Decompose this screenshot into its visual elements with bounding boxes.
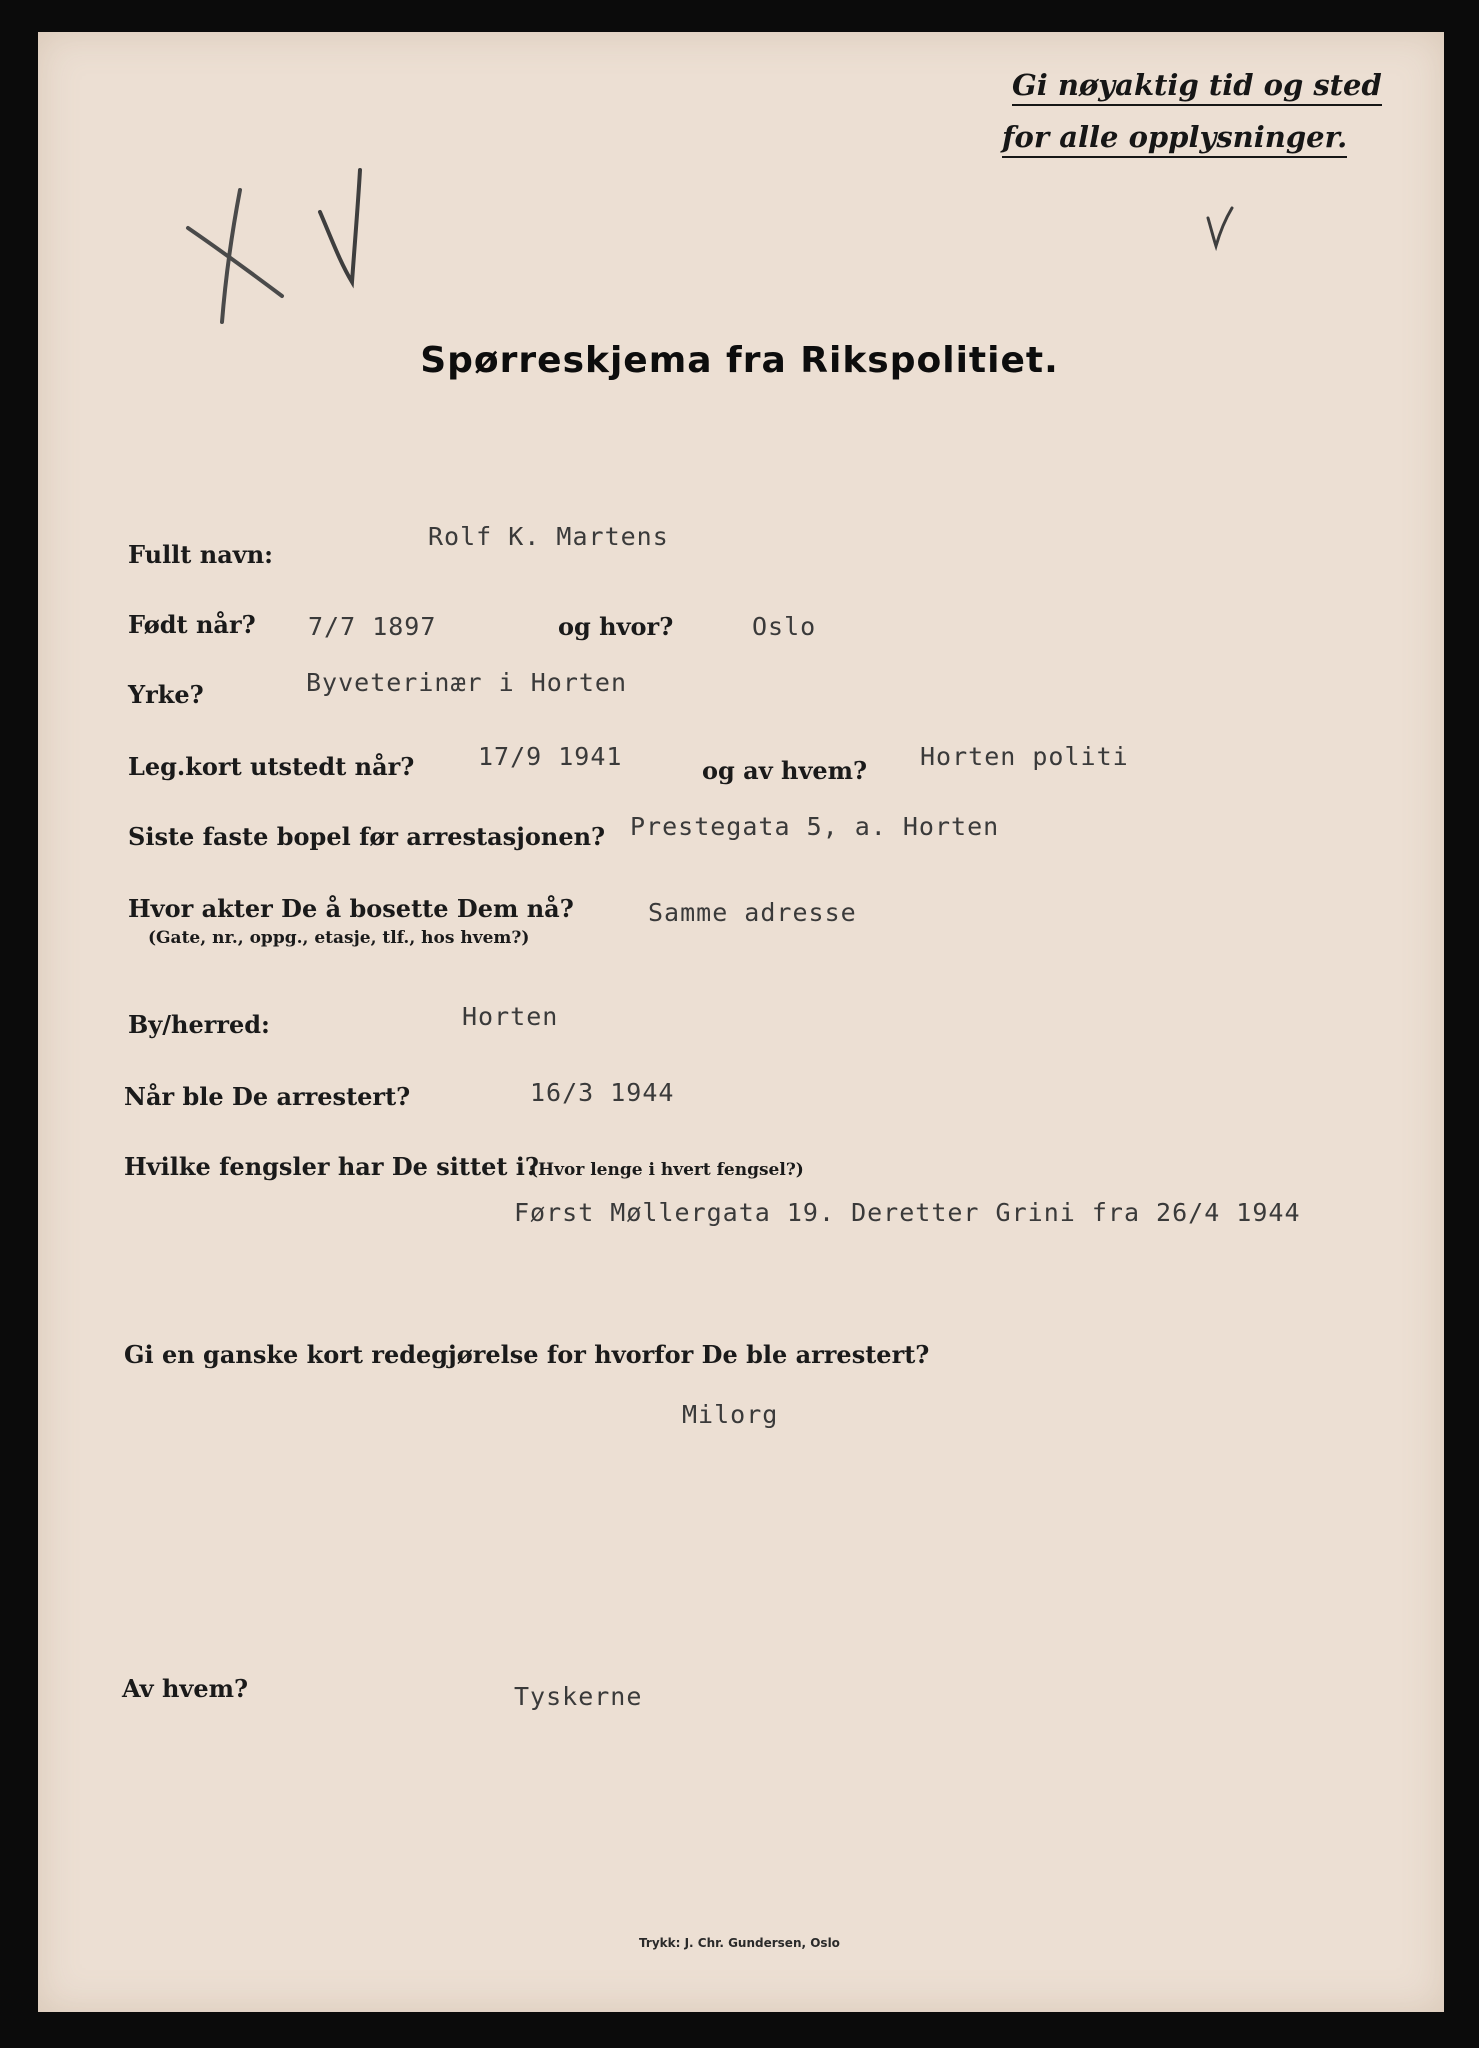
printer-imprint: Trykk: J. Chr. Gundersen, Oslo [639,1936,840,1950]
arrest-date-label: Når ble De arrestert? [124,1082,411,1111]
id-card-when-value: 17/9 1941 [478,742,623,771]
id-card-by-label: og av hvem? [702,756,868,785]
arrest-reason-value: Milorg [682,1400,779,1429]
full-name-value: Rolf K. Martens [428,522,669,551]
born-when-label: Født når? [128,610,256,639]
check-mark-small [1208,208,1232,246]
arrest-reason-label: Gi en ganske kort redegjørelse for hvorfor De ble arrestert? [124,1340,930,1369]
born-where-value: Oslo [752,612,817,641]
municipality-value: Horten [462,1002,559,1031]
check-mark-large [320,170,360,282]
prisons-label: Hvilke fengsler har De sittet i? [124,1152,539,1181]
born-when-value: 7/7 1897 [308,612,437,641]
prisons-sublabel: (Hvor lenge i hvert fengsel?) [530,1160,804,1180]
born-where-label: og hvor? [558,612,674,641]
id-card-by-value: Horten politi [920,742,1129,771]
form-title: Spørreskjema fra Rikspolitiet. [420,340,1059,381]
settle-sublabel: (Gate, nr., oppg., etasje, tlf., hos hvem?) [148,928,530,948]
municipality-label: By/herred: [128,1010,270,1039]
settle-value: Samme adresse [648,898,857,927]
notice-line-2: for alle opplysninger. [1002,120,1347,158]
arrested-by-label: Av hvem? [122,1674,249,1703]
arrested-by-value: Tyskerne [514,1682,643,1711]
full-name-label: Fullt navn: [128,540,273,569]
occupation-label: Yrke? [128,680,204,709]
last-residence-label: Siste faste bopel før arrestasjonen? [128,822,606,851]
id-card-when-label: Leg.kort utstedt når? [128,752,415,781]
occupation-value: Byveterinær i Horten [306,668,628,697]
notice-line-1: Gi nøyaktig tid og sted [1012,68,1382,106]
settle-label: Hvor akter De å bosette Dem nå? [128,894,574,923]
last-residence-value: Prestegata 5, a. Horten [630,812,1000,841]
arrest-date-value: 16/3 1944 [530,1078,675,1107]
x-mark-stroke-1 [188,228,282,296]
prisons-value: Først Møllergata 19. Deretter Grini fra 26/4 1944 [514,1198,1301,1227]
